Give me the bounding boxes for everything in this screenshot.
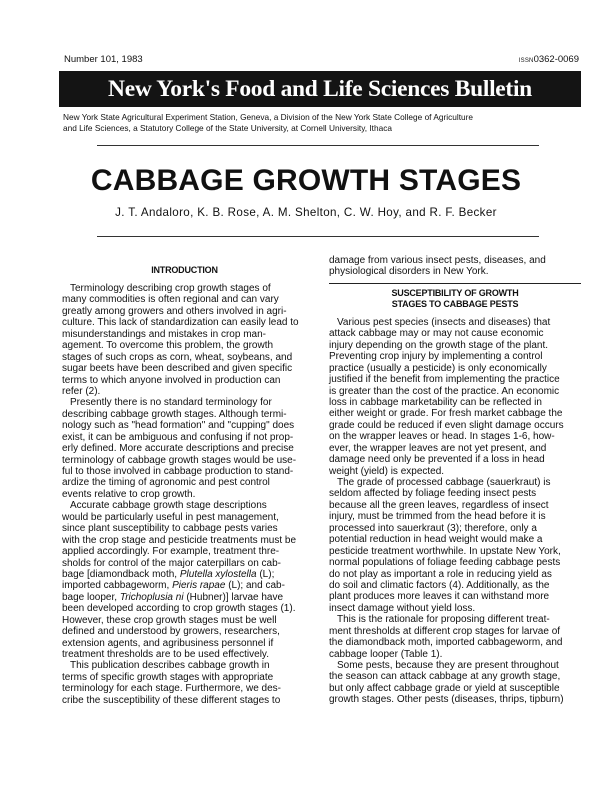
line-text: plant produces more leaves it can withstand more xyxy=(329,591,550,603)
text-line xyxy=(329,523,581,534)
text-line xyxy=(62,294,307,305)
text-line xyxy=(62,500,307,511)
text-line xyxy=(62,443,307,454)
line-text: with the crop stage and pesticide treatments must be xyxy=(62,534,297,546)
text-line xyxy=(62,603,307,614)
institution-line: New York State Agricultural Experiment Station, Geneva, a Division of the New York State College of Agriculture xyxy=(63,112,473,122)
line-text: sugar beets have been described and given specific xyxy=(62,363,293,375)
species-name: Pieris rapae xyxy=(172,580,226,592)
text-line xyxy=(329,580,581,591)
text-line xyxy=(62,695,307,706)
line-text: misunderstandings and mistakes in crop man- xyxy=(62,328,266,340)
line-text: pesticide treatment worthwhile. In upstate New York, xyxy=(329,545,561,557)
right-column xyxy=(329,255,581,706)
species-name: Plutella xylostella xyxy=(179,568,257,580)
text-line xyxy=(62,558,307,569)
line-text: Various pest species (insects and diseases) that xyxy=(337,316,551,328)
text-line xyxy=(62,329,307,340)
text-line xyxy=(329,397,581,408)
line-text: attack cabbage may or may not cause economic xyxy=(329,328,544,340)
line-text: exist, it can be ambiguous and confusing if not prop- xyxy=(62,431,294,443)
heading-line: STAGES TO CABBAGE PESTS xyxy=(391,298,519,309)
line-text: bage looper, xyxy=(62,591,120,603)
text-line xyxy=(329,649,581,660)
line-text: applied accordingly. For example, treatment thre- xyxy=(62,546,280,558)
introduction-body xyxy=(62,283,307,706)
divider-top xyxy=(97,145,539,146)
issn-label: ISSN xyxy=(518,58,534,64)
line-text: treatment thresholds are to be used effectively. xyxy=(62,649,269,660)
article-title: CABBAGE GROWTH STAGES xyxy=(90,164,522,197)
text-line xyxy=(329,443,581,454)
line-text: culture. This lack of standardization can easily lead to xyxy=(62,317,299,329)
text-line xyxy=(62,683,307,694)
text-line xyxy=(62,306,307,317)
continued-text xyxy=(329,255,581,278)
line-text: ment thresholds at different crop stages for larvae of xyxy=(329,625,561,637)
text-line xyxy=(329,317,581,328)
text-line xyxy=(329,500,581,511)
line-text: agement. To overcome this problem, the growth xyxy=(62,340,274,352)
text-line xyxy=(329,671,581,682)
text-line xyxy=(329,477,581,488)
text-line xyxy=(329,386,581,397)
line-text: nology such as "head formation" and "cupping" does xyxy=(62,420,295,432)
section-heading-susceptibility xyxy=(329,288,581,310)
masthead-banner xyxy=(59,71,581,107)
section-rule xyxy=(329,283,581,284)
text-line xyxy=(62,569,307,580)
line-text: either weight or grade. For fresh market cabbage the xyxy=(329,408,563,420)
text-line xyxy=(329,626,581,637)
line-text: justified if the benefit from implementing the practice xyxy=(329,374,560,386)
line-text: erly defined. More accurate descriptions and precise xyxy=(62,443,294,455)
text-line xyxy=(62,580,307,591)
masthead-title: New York's Food and Life Sciences Bulletin xyxy=(108,76,532,102)
text-line xyxy=(329,351,581,362)
text-line xyxy=(329,614,581,625)
line-text: seldom affected by foliage feeding insect pests xyxy=(329,488,537,500)
line-text: damage need only be prevented if a loss in head xyxy=(329,454,545,466)
line-text: terminology for each stage. Furthermore, we des- xyxy=(62,683,281,695)
line-text: potential reduction in head weight would make a xyxy=(329,534,543,546)
text-line xyxy=(62,615,307,626)
left-column xyxy=(62,265,307,706)
line-text: the diamondback moth, imported cabbageworm, and xyxy=(329,637,563,649)
text-line xyxy=(62,672,307,683)
text-line xyxy=(329,546,581,557)
text-line xyxy=(62,397,307,408)
text-line xyxy=(62,317,307,328)
line-text: on the wrapper leaves or head. In stages 1-6, how- xyxy=(329,431,555,443)
text-line xyxy=(329,255,581,266)
line-text: do soil and climatic factors (4). Additionally, as the xyxy=(329,579,550,591)
text-line xyxy=(62,523,307,534)
line-text: would be particularly useful in pest management, xyxy=(62,511,279,523)
line-text: ever, the wrapper leaves are not yet present, and xyxy=(329,442,547,454)
line-text: bage [diamondback moth, xyxy=(62,568,180,580)
text-line xyxy=(62,386,307,397)
line-text: This publication describes cabbage growth in xyxy=(70,660,270,672)
text-line xyxy=(62,626,307,637)
line-text: sholds for control of the major caterpillars on cab- xyxy=(62,557,281,569)
text-line xyxy=(62,352,307,363)
section-heading-introduction: INTRODUCTION xyxy=(151,265,218,275)
text-line xyxy=(329,569,581,580)
text-line xyxy=(329,266,581,277)
text-line xyxy=(329,408,581,419)
text-line xyxy=(62,409,307,420)
line-text: (L); and cab- xyxy=(225,580,285,592)
line-text: However, these crop growth stages must be well xyxy=(62,614,277,626)
species-name: Trichoplusia ni xyxy=(119,591,184,603)
text-line xyxy=(329,534,581,545)
text-line xyxy=(329,420,581,431)
line-text: terminology of cabbage growth stages would be use- xyxy=(62,454,297,466)
line-text: injury depending on the growth stage of the plant. xyxy=(329,339,549,351)
text-line xyxy=(329,454,581,465)
line-text: but only affect cabbage grade or yield at susceptible xyxy=(329,682,560,694)
text-line xyxy=(62,466,307,477)
line-text: since plant susceptibility to cabbage pests varies xyxy=(62,523,278,535)
line-text: stages of such crops as corn, wheat, soybeans, and xyxy=(62,351,293,363)
line-text: greatly among growers and others involved in agri- xyxy=(62,305,287,317)
divider-bottom xyxy=(97,236,539,237)
text-line xyxy=(329,431,581,442)
line-text: describing cabbage growth stages. Although termi- xyxy=(62,408,287,420)
line-text: cabbage looper (Table 1). xyxy=(329,648,443,660)
line-text: refer (2). xyxy=(62,385,101,397)
institution-text xyxy=(63,112,543,134)
text-line xyxy=(329,374,581,385)
line-text: insect damage without yield loss. xyxy=(329,602,476,614)
issn xyxy=(519,54,579,65)
line-text: weight (yield) is expected. xyxy=(329,465,445,477)
line-text: cribe the susceptibility of these different stages to xyxy=(62,694,281,706)
text-line xyxy=(62,546,307,557)
line-text: Accurate cabbage growth stage descriptions xyxy=(70,500,267,512)
institution-line: and Life Sciences, a Statutory College of the State University, at Cornell University, Ithaca xyxy=(63,123,392,134)
line-text: the season can attack cabbage at any growth stage, xyxy=(329,671,561,683)
line-text: normal populations of foliage feeding cabbage pests xyxy=(329,557,561,569)
line-text: physiological disorders in New York. xyxy=(329,266,489,278)
text-line xyxy=(62,375,307,386)
text-line xyxy=(62,340,307,351)
text-line xyxy=(62,535,307,546)
line-text: imported cabbageworm, xyxy=(62,580,173,592)
line-text: growth stages. Other pests (diseases, thrips, tipburn) xyxy=(329,694,564,706)
text-line xyxy=(62,420,307,431)
issn-number: 0362-0069 xyxy=(533,54,579,65)
text-line xyxy=(62,477,307,488)
heading-line: SUSCEPTIBILITY OF GROWTH xyxy=(391,287,519,298)
line-text: ardize the timing of agronomic and pest control xyxy=(62,477,270,489)
text-line xyxy=(329,363,581,374)
line-text: Some pests, because they are present throughout xyxy=(337,660,559,671)
text-line xyxy=(329,557,581,568)
line-text: grade could be reduced if even slight damage occurs xyxy=(329,419,564,431)
line-text: This is the rationale for proposing different treat- xyxy=(337,614,550,626)
text-line xyxy=(62,592,307,603)
line-text: many commodities is often regional and can vary xyxy=(62,294,279,306)
line-text: events relative to crop growth. xyxy=(62,488,196,500)
line-text: Terminology describing crop growth stages of xyxy=(70,283,271,294)
line-text: (L); xyxy=(256,568,275,580)
line-text: defined and understood by growers, researchers, xyxy=(62,626,280,638)
line-text: processed into sauerkraut (3); therefore, only a xyxy=(329,522,537,534)
text-line xyxy=(329,466,581,477)
text-line xyxy=(329,683,581,694)
article-authors: J. T. Andaloro, K. B. Rose, A. M. Shelton, C. W. Hoy, and R. F. Becker xyxy=(115,206,497,219)
issue-number: Number 101, 1983 xyxy=(64,54,143,65)
line-text: is greater than the cost of the practice. An economic xyxy=(329,385,560,397)
susceptibility-body xyxy=(329,317,581,706)
line-text: ful to those involved in cabbage production to stand- xyxy=(62,466,294,477)
line-text: Preventing crop injury by implementing a control xyxy=(329,351,543,363)
line-text: because all the green leaves, regardless of insect xyxy=(329,499,549,511)
text-line xyxy=(329,637,581,648)
text-line xyxy=(329,488,581,499)
text-line xyxy=(62,638,307,649)
text-line xyxy=(62,649,307,660)
text-line xyxy=(62,432,307,443)
text-line xyxy=(62,660,307,671)
text-line xyxy=(329,694,581,705)
line-text: terms to which anyone involved in production can xyxy=(62,374,281,386)
line-text: (Hubner)] larvae have xyxy=(183,591,284,603)
text-line xyxy=(62,512,307,523)
text-line xyxy=(329,340,581,351)
text-line xyxy=(329,591,581,602)
line-text: Presently there is no standard terminology for xyxy=(70,397,272,409)
line-text: injury, must be trimmed from the head before it is xyxy=(329,511,546,523)
text-line xyxy=(62,363,307,374)
text-line xyxy=(62,455,307,466)
line-text: extension agents, and agribusiness personnel if xyxy=(62,637,274,649)
line-text: do not play as important a role in reducing yield as xyxy=(329,568,552,580)
text-line xyxy=(62,489,307,500)
text-line xyxy=(329,660,581,671)
line-text: been developed according to crop growth stages (1). xyxy=(62,603,296,615)
line-text: damage from various insect pests, diseases, and xyxy=(329,255,546,266)
text-line xyxy=(329,328,581,339)
text-line xyxy=(62,283,307,294)
text-line xyxy=(329,511,581,522)
line-text: terms of specific growth stages with appropriate xyxy=(62,671,274,683)
line-text: The grade of processed cabbage (sauerkraut) is xyxy=(337,477,551,488)
line-text: loss in cabbage marketability can be reflected in xyxy=(329,396,542,408)
line-text: practice (usually a pesticide) is only economically xyxy=(329,362,547,374)
text-line xyxy=(329,603,581,614)
